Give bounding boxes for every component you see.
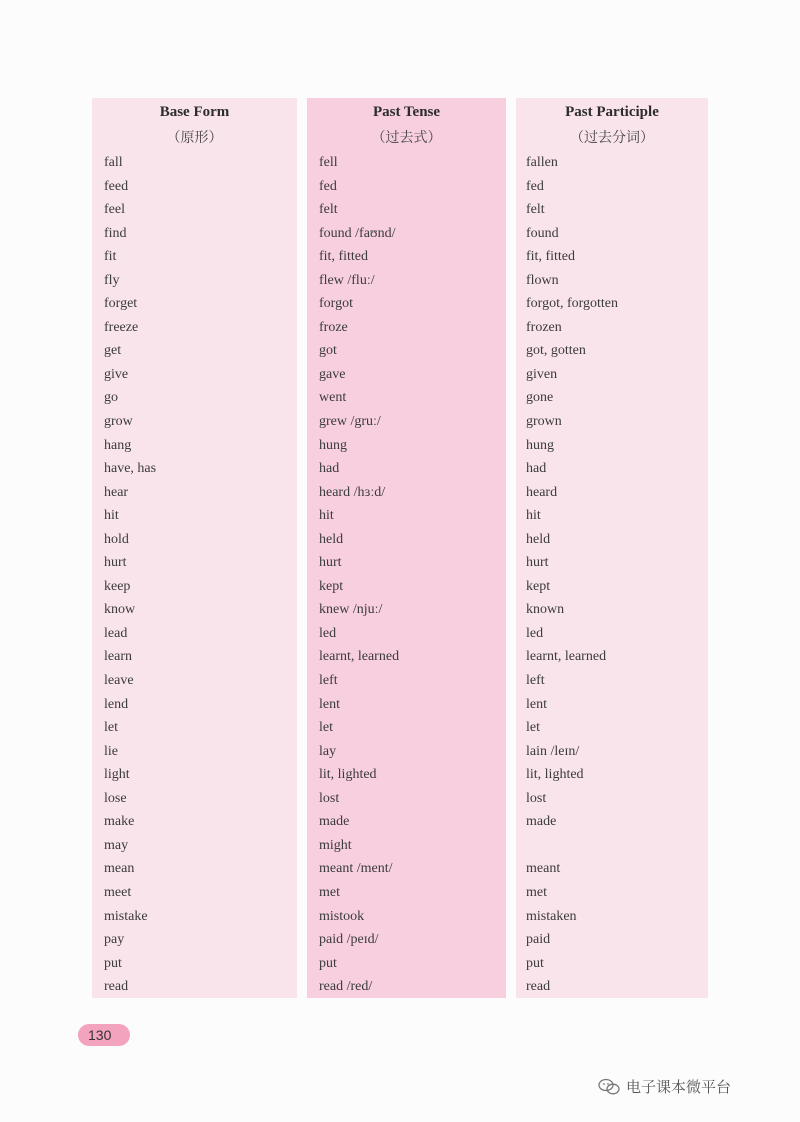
word-row: fit, fitted [526, 249, 575, 265]
column-heading-cn: （过去分词） [570, 130, 654, 146]
word-row: lit, lighted [319, 767, 377, 783]
word-row: lit, lighted [526, 767, 584, 783]
column-past-tense [307, 98, 506, 998]
word-row: give [104, 366, 129, 382]
word-row: lost [319, 790, 340, 806]
word-row: hear [104, 484, 129, 500]
word-row: met [319, 884, 340, 900]
word-row: heard /hɜːd/ [319, 484, 386, 500]
word-row: read /red/ [319, 979, 373, 995]
word-row: keep [104, 578, 131, 594]
word-row: hung [319, 437, 347, 453]
word-list [526, 151, 704, 999]
word-row: knew /njuː/ [319, 602, 383, 618]
word-row: let [319, 720, 333, 736]
word-row: grown [526, 414, 562, 430]
watermark [598, 1076, 731, 1097]
word-row: go [104, 390, 118, 406]
word-row: went [319, 390, 347, 406]
word-row: flown [526, 272, 559, 288]
word-row: pay [104, 932, 125, 948]
word-row: hit [104, 508, 119, 524]
word-row: mistaken [526, 908, 577, 924]
word-row: fly [104, 272, 120, 288]
word-row: given [526, 366, 558, 382]
word-row: frozen [526, 319, 562, 335]
word-row: fall [104, 155, 123, 170]
word-row: kept [319, 578, 344, 594]
word-row: lent [526, 696, 547, 712]
word-row: read [104, 979, 129, 995]
word-row: mistake [104, 908, 148, 924]
word-row: hurt [526, 555, 549, 571]
word-row: forgot [319, 296, 353, 312]
word-row [526, 834, 704, 858]
word-row: left [526, 673, 545, 689]
word-row: felt [526, 202, 545, 218]
word-row: fell [319, 155, 338, 170]
word-row: put [104, 955, 122, 971]
word-row: led [526, 625, 544, 641]
word-row: meet [104, 884, 132, 900]
word-row: freeze [104, 319, 139, 335]
word-row: found /faʊnd/ [319, 225, 396, 241]
word-row: lost [526, 790, 547, 806]
word-row: fed [319, 178, 337, 194]
word-row: heard [526, 484, 558, 500]
word-row: paid [526, 932, 551, 948]
column-heading: Past Participle [565, 104, 659, 120]
word-row: met [526, 884, 547, 900]
word-row: grow [104, 414, 133, 430]
word-row: left [319, 673, 338, 689]
word-row: meant /ment/ [319, 861, 393, 877]
word-row: feed [104, 178, 129, 194]
word-row: light [104, 767, 130, 783]
word-row: held [319, 531, 344, 547]
word-row: fit, fitted [319, 249, 368, 265]
column-heading-cn: （原形） [166, 130, 223, 146]
word-row: paid /peɪd/ [319, 932, 379, 948]
word-row: get [104, 343, 122, 359]
word-row: kept [526, 578, 551, 594]
word-row: held [526, 531, 551, 547]
column-past-participle [516, 98, 708, 998]
column-heading-cn: （过去式） [371, 130, 442, 146]
column-heading: Past Tense [372, 104, 441, 120]
word-row: led [319, 625, 337, 641]
word-row: fed [526, 178, 544, 194]
word-row: lain /leɪn/ [526, 743, 580, 759]
word-row: leave [104, 673, 134, 689]
word-row: lay [319, 743, 337, 759]
word-row: got [319, 343, 337, 359]
word-row: put [319, 955, 337, 971]
column-heading: Base Form [159, 104, 230, 120]
word-row: learnt, learned [526, 649, 607, 665]
word-row: learnt, learned [319, 649, 400, 665]
word-row: found [526, 225, 559, 241]
word-row: gave [319, 366, 346, 382]
word-row: made [526, 814, 557, 830]
word-row: know [104, 602, 136, 618]
page-number: 130 [88, 1027, 112, 1043]
word-row: lead [104, 625, 128, 641]
word-row: lent [319, 696, 340, 712]
word-row: hold [104, 531, 129, 547]
word-row: forgot, forgotten [526, 296, 619, 312]
word-row: felt [319, 202, 338, 218]
word-row: froze [319, 319, 348, 335]
word-row: mean [104, 861, 135, 877]
word-row: let [104, 720, 118, 736]
word-row: hit [526, 508, 541, 524]
word-row: lose [104, 790, 127, 806]
watermark-text: 电子课本微平台 [626, 1078, 732, 1096]
word-row: flew /fluː/ [319, 272, 375, 288]
word-row: feel [104, 202, 125, 218]
word-row: mistook [319, 908, 365, 924]
word-list [319, 151, 502, 999]
word-row: hurt [104, 555, 127, 571]
word-row: hit [319, 508, 334, 524]
word-row: hang [104, 437, 132, 453]
word-row: had [526, 461, 547, 477]
word-row: got, gotten [526, 343, 586, 359]
word-row: have, has [104, 461, 157, 477]
word-row: had [319, 461, 340, 477]
word-row: made [319, 814, 350, 830]
word-row: let [526, 720, 540, 736]
word-row: put [526, 955, 544, 971]
word-row: lie [104, 743, 118, 759]
word-row: fallen [526, 155, 558, 170]
chat-bubble-icon [598, 1078, 620, 1096]
word-row: grew /gruː/ [319, 414, 381, 430]
word-row: lend [104, 696, 129, 712]
word-row: meant [526, 861, 561, 877]
word-row: hung [526, 437, 554, 453]
word-row: gone [526, 390, 554, 406]
word-row: find [104, 225, 127, 241]
word-row: make [104, 814, 135, 830]
word-row: learn [104, 649, 132, 665]
word-row: known [526, 602, 565, 618]
word-row: might [319, 837, 352, 853]
word-row: forget [104, 296, 138, 312]
word-list [104, 151, 293, 999]
word-row: hurt [319, 555, 342, 571]
word-row: read [526, 979, 551, 995]
column-base-form [92, 98, 297, 998]
word-row: fit [104, 249, 117, 265]
word-row: may [104, 837, 129, 853]
